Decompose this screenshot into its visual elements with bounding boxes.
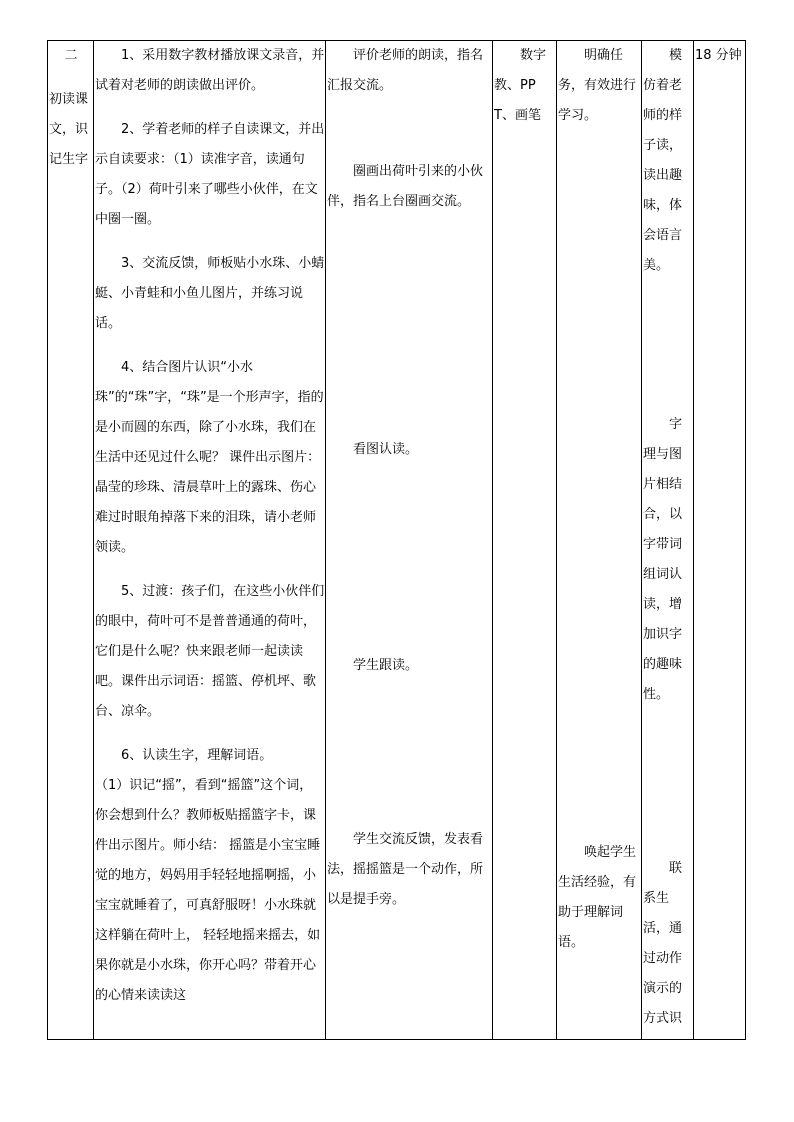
table-row xyxy=(48,41,746,1040)
intent-2: 字理与图片相结合，以字带词组词认读，增加识字的趣味性。 xyxy=(643,417,683,702)
intent-cell xyxy=(642,41,694,1040)
teacher-step-3: 3、交流反馈，师板贴小水珠、小蜻蜓、小青蛙和小鱼儿图片，并练习说话。 xyxy=(95,256,325,331)
purpose-2: 唤起学生生活经验，有助于理解词语。 xyxy=(558,845,637,950)
teacher-step-4: 4、结合图片认识“小水珠”的“珠”字，“珠”是一个形声字，指的是小而圆的东西，除了小水珠，我们在生活中还见过什么呢？ 课件出示图片：晶莹的珍珠、清晨草叶上的露珠、伤心难过时眼角掉落下来的泪珠，请小老师领读。 xyxy=(95,360,324,555)
teacher-step-5: 5、过渡：孩子们，在这些小伙伴们的眼中，荷叶可不是普普通通的荷叶，它们是什么呢？快来跟老师一起读读吧。课件出示词语：摇篮、停机坪、歌台、凉伞。 xyxy=(95,584,325,719)
teacher-step-1: 1、采用数字教材播放课文录音，并试着对老师的朗读做出评价。 xyxy=(95,48,325,93)
teacher-activity-list xyxy=(95,41,325,1011)
purpose-1: 明确任务，有效进行学习。 xyxy=(558,48,637,123)
student-activity-cell xyxy=(326,41,493,1040)
step-number: 二 xyxy=(64,48,78,63)
teacher-step-6: 6、认读生字，理解词语。 xyxy=(121,748,273,763)
teacher-activity-cell xyxy=(94,41,326,1040)
student-activity-5: 学生交流反馈，发表看法，摇摇篮是一个动作，所以是提手旁。 xyxy=(327,832,484,907)
student-activity-1: 评价老师的朗读，指名汇报交流。 xyxy=(327,48,484,93)
intent-3: 联系生活，通过动作演示的方式识 xyxy=(643,861,683,1026)
teacher-step-2: 2、学着老师的样子自读课文，并出示自读要求：（1）读准字音，读通句子。（2）荷叶引来了哪些小伙伴，在文中圈一圈。 xyxy=(95,122,325,227)
media-text: 数字教、PPT、画笔 xyxy=(494,48,547,123)
lesson-plan-table xyxy=(47,40,746,1040)
time-cell xyxy=(694,41,746,1040)
student-activity-3: 看图认读。 xyxy=(353,442,419,457)
stage-name: 初读课文，识记生字 xyxy=(49,92,89,167)
stage-cell xyxy=(48,41,94,1040)
student-activity-4: 学生跟读。 xyxy=(353,658,419,673)
intent-1: 模仿着老师的样子读，读出趣味，体会语言美。 xyxy=(643,48,683,273)
purpose-cell xyxy=(557,41,642,1040)
time-text: 18 分钟 xyxy=(695,48,742,63)
student-activity-2: 圈画出荷叶引来的小伙伴，指名上台圈画交流。 xyxy=(327,164,484,209)
media-cell xyxy=(493,41,557,1040)
teacher-step-6-1: （1）识记“摇”，看到“摇篮”这个词，你会想到什么？教师板贴摇篮字卡，课件出示图片。师小结： 摇篮是小宝宝睡觉的地方，妈妈用手轻轻地摇啊摇，小宝宝就睡着了，可真舒服呀！小水珠就这样躺在荷叶上， 轻轻地摇来摇去，如果你就是小水珠，你开心吗？带着开心的心情来读读这 xyxy=(95,778,321,1003)
